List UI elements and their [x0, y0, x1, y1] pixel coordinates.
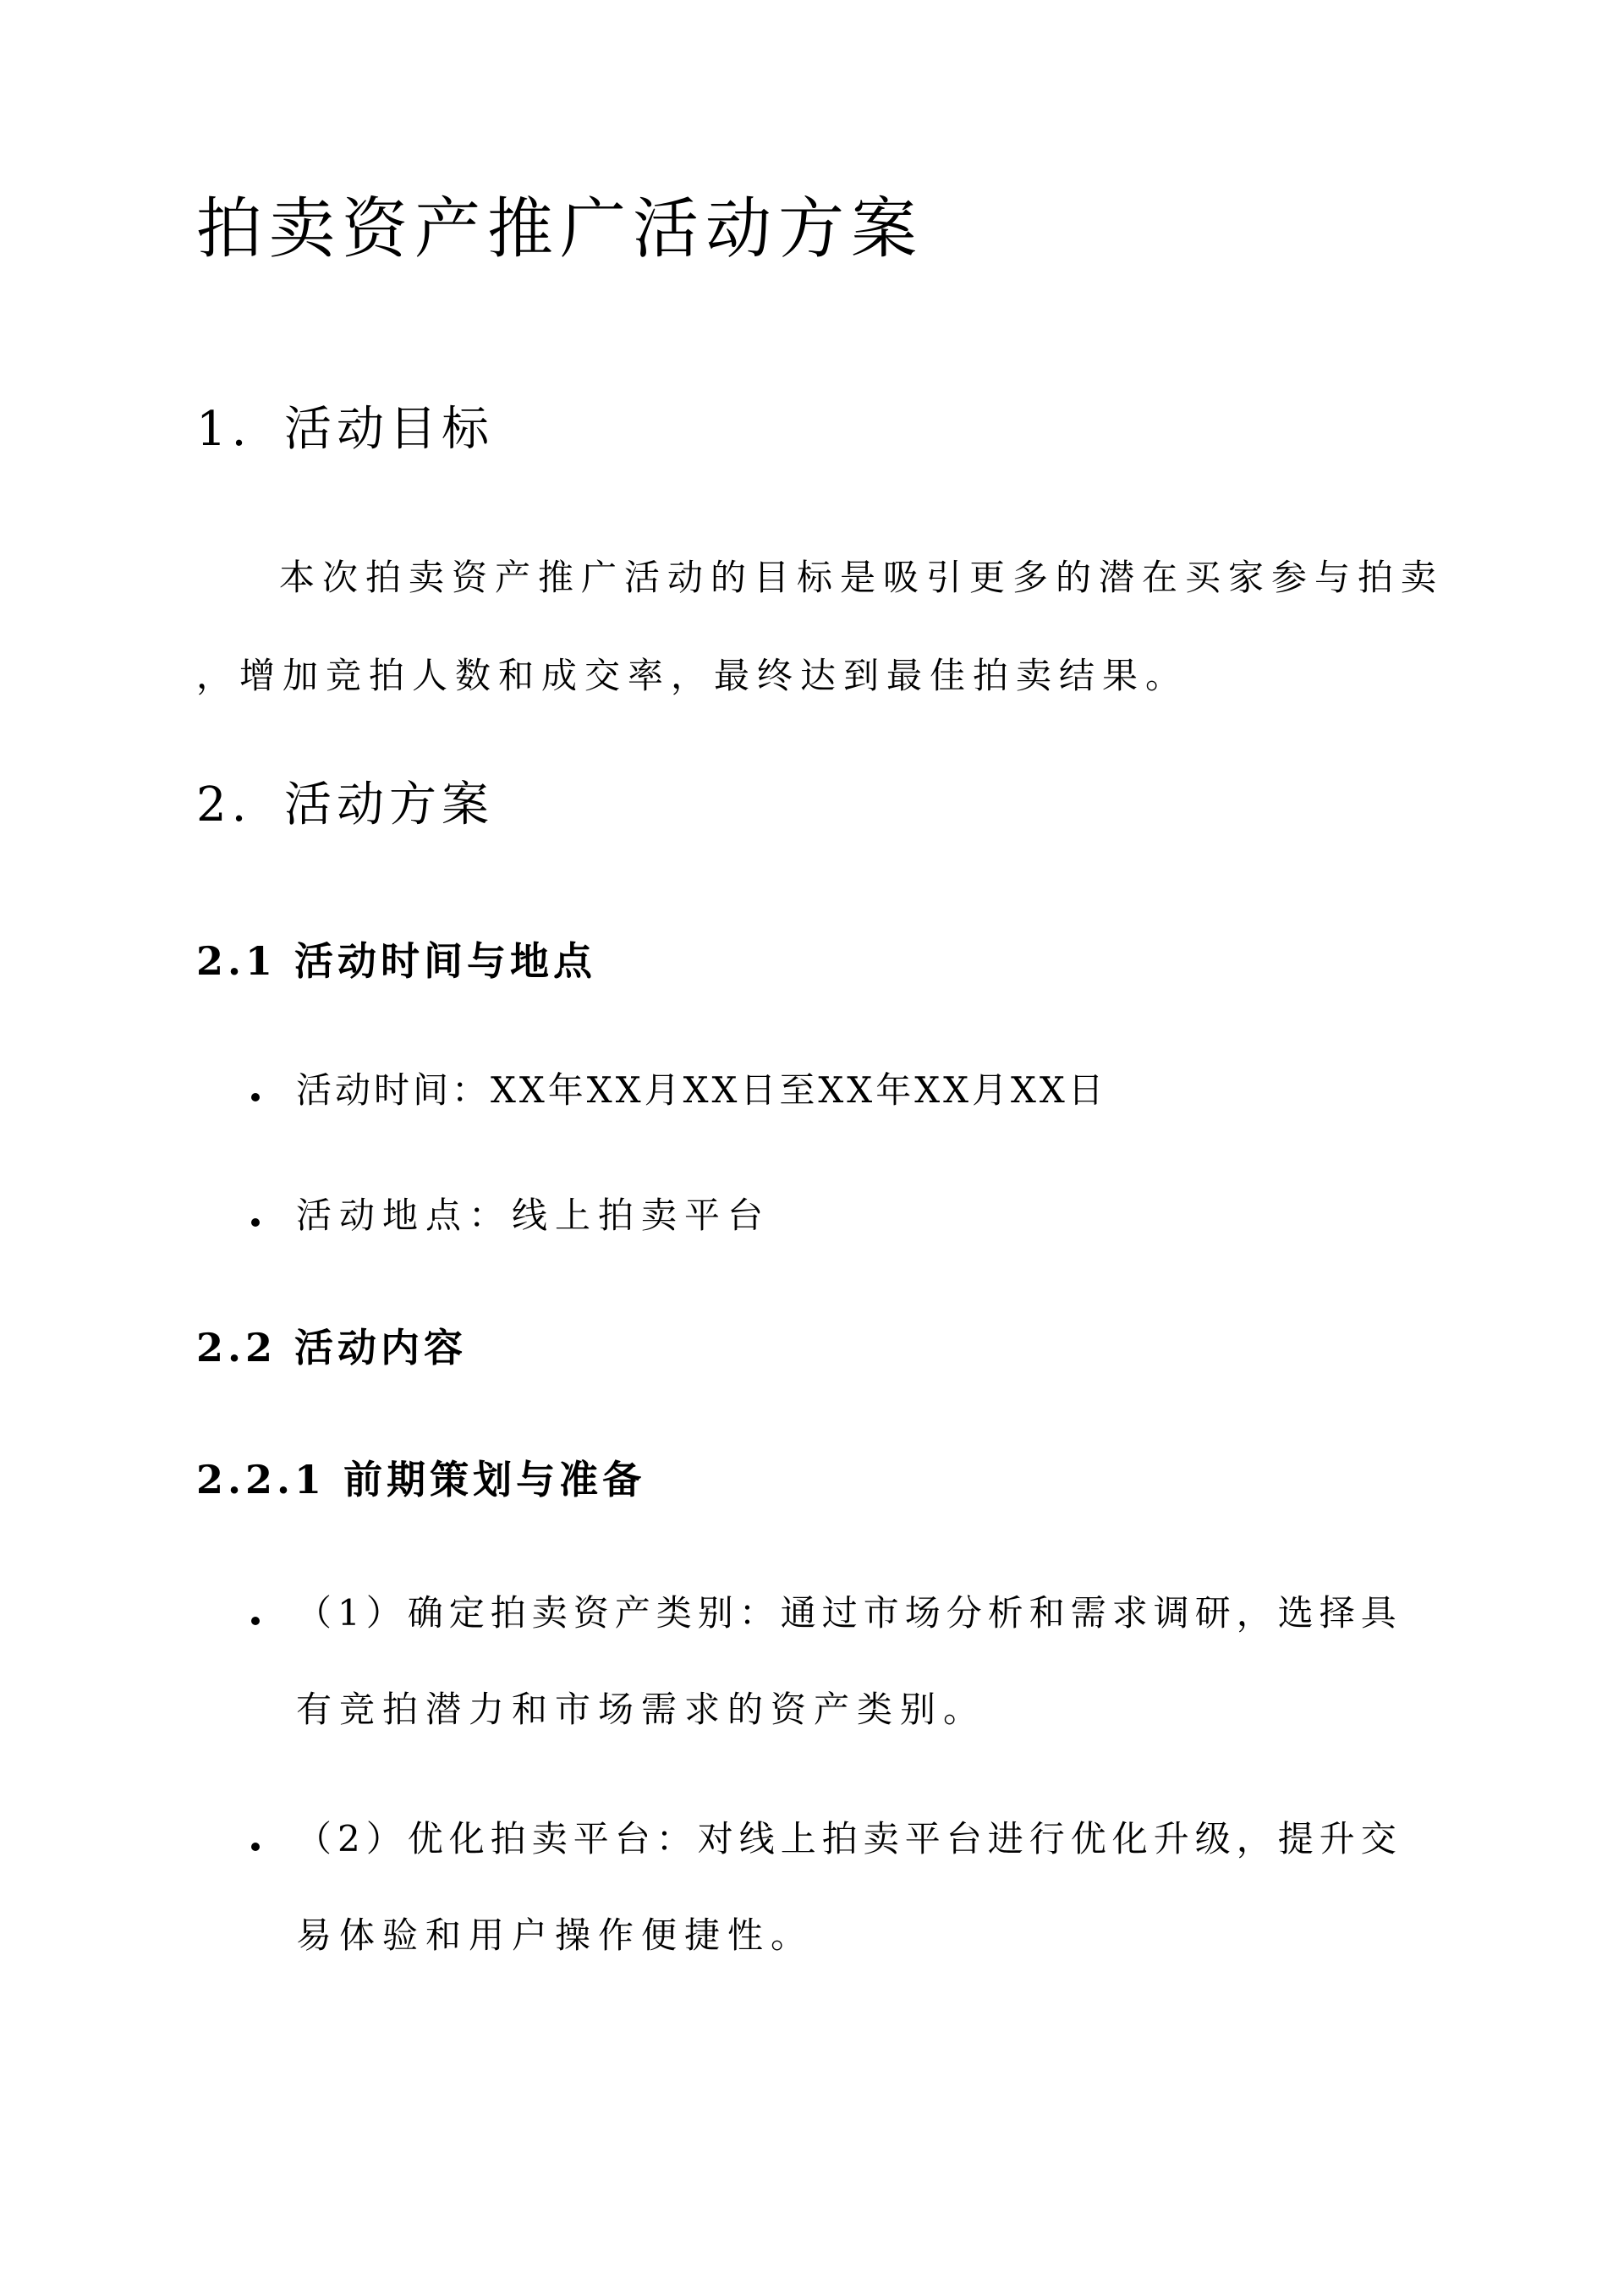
section-heading-2: [196, 777, 494, 832]
section-number: 1.: [196, 402, 252, 457]
list-item-line: 有竞拍潜力和市场需求的资产类别。: [296, 1689, 987, 1730]
bullet-icon: [251, 1843, 260, 1851]
list-item-line: 易体验和用户操作便捷性。: [296, 1914, 815, 1956]
paragraph-line: ，增加竞拍人数和成交率，最终达到最佳拍卖结果。: [196, 655, 1189, 696]
list-item: 活动地点：线上拍卖平台: [296, 1195, 771, 1236]
paragraph-line: 本次拍卖资产推广活动的目标是吸引更多的潜在买家参与拍卖: [279, 557, 1445, 598]
section-heading-1: [196, 402, 494, 457]
subsubsection-heading: 2.2.1 前期策划与准备: [196, 1457, 646, 1502]
section-number: 2.: [196, 777, 252, 832]
subsection-heading: 2.2 活动内容: [196, 1325, 468, 1370]
list-item: 活动时间：XX年XX月XX日至XX年XX月XX日: [296, 1069, 1107, 1111]
list-item-line: （1）确定拍卖资产类别：通过市场分析和需求调研，选择具: [296, 1592, 1402, 1634]
section-title: 活动方案: [284, 777, 494, 832]
bullet-icon: [251, 1093, 260, 1101]
bullet-icon: [251, 1617, 260, 1625]
subsection-heading: 2.1 活动时间与地点: [196, 938, 597, 984]
list-item-line: （2）优化拍卖平台：对线上拍卖平台进行优化升级，提升交: [296, 1818, 1402, 1859]
document-title: 拍卖资产推广活动方案: [196, 191, 924, 267]
section-title: 活动目标: [284, 402, 494, 457]
bullet-icon: [251, 1218, 260, 1227]
